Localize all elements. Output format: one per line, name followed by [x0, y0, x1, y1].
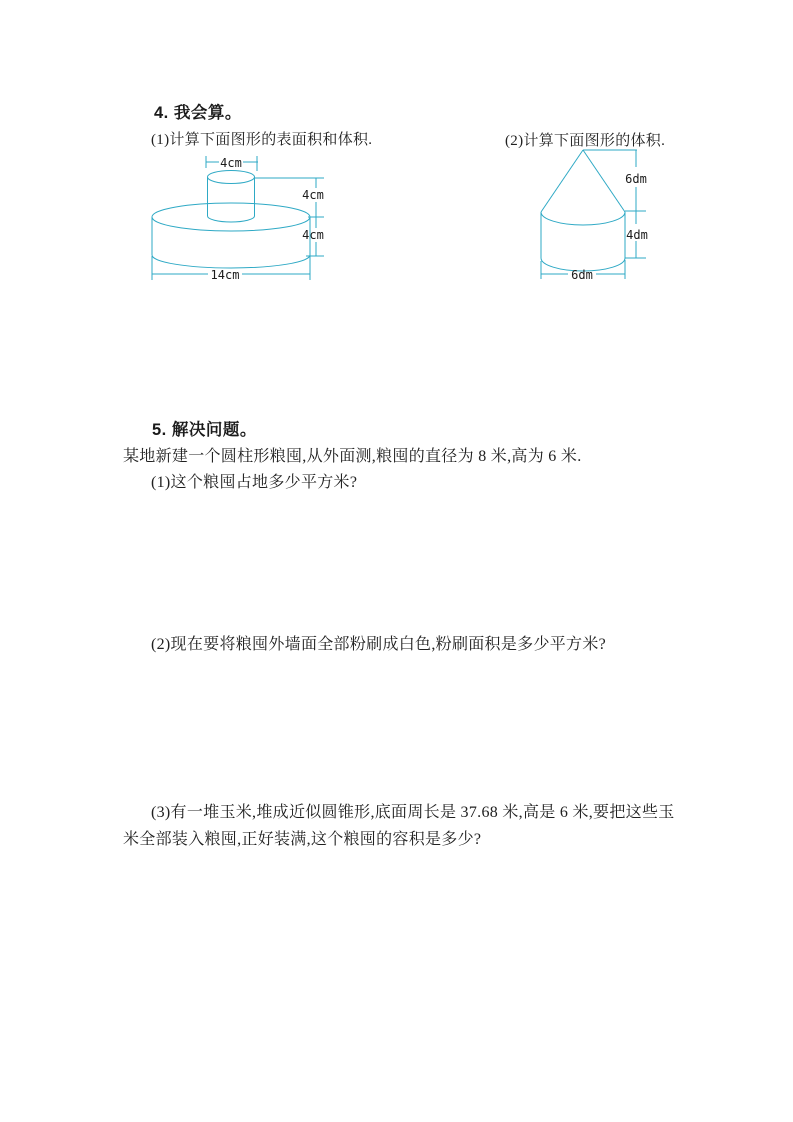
dim-label-top-height: 4cm: [302, 188, 324, 202]
question5-title: 5. 解决问题。: [152, 421, 257, 439]
dim-label-base-diameter: 14cm: [210, 268, 240, 282]
large-cylinder-bottom-arc: [152, 255, 310, 268]
question4-title: 4. 我会算。: [154, 104, 242, 122]
cone-left-slant: [541, 150, 583, 212]
cylinder-top-arc: [541, 212, 625, 225]
dim-label-cone-height: 6dm: [625, 172, 647, 186]
dim-label-cylinder-height: 4dm: [626, 228, 648, 242]
dim-label-base-height: 4cm: [302, 228, 324, 242]
dim-label-base-diameter: 6dm: [571, 268, 593, 282]
question5-intro: 某地新建一个圆柱形粮囤,从外面测,粮囤的直径为 8 米,高为 6 米.: [123, 448, 582, 465]
question5-part3-line1: (3)有一堆玉米,堆成近似圆锥形,底面周长是 37.68 米,高是 6 米,要把这些玉: [151, 804, 675, 821]
question5-part3-line2: 米全部装入粮囤,正好装满,这个粮囤的容积是多少?: [123, 831, 482, 848]
cone-right-slant: [583, 150, 625, 212]
figure-cone-on-cylinder: [520, 140, 670, 290]
question4-part2-label: (2)计算下面图形的体积.: [505, 133, 666, 149]
question5-part2: (2)现在要将粮囤外墙面全部粉刷成白色,粉刷面积是多少平方米?: [151, 636, 607, 653]
small-cylinder-bottom-arc: [208, 216, 255, 222]
small-cylinder-top: [208, 171, 255, 184]
figure-composite-cylinders: [140, 150, 340, 290]
question4-part1-label: (1)计算下面图形的表面积和体积.: [151, 132, 373, 148]
question5-part1: (1)这个粮囤占地多少平方米?: [151, 474, 358, 491]
large-cylinder-top: [152, 203, 310, 231]
dim-label-top-diameter: 4cm: [220, 156, 242, 170]
